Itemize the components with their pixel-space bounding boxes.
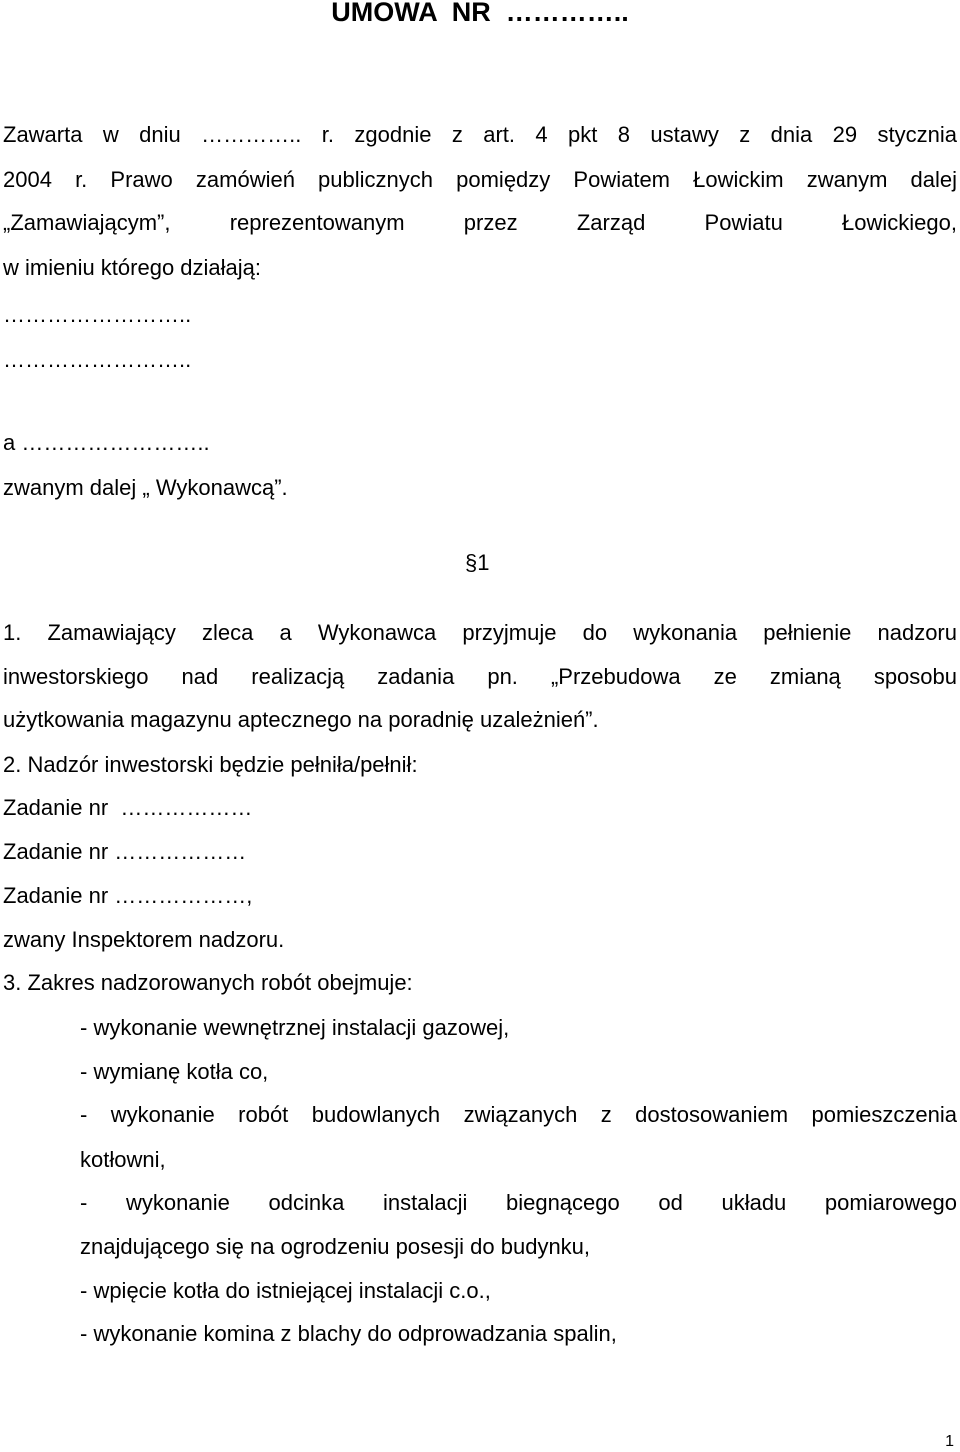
- scope-item: - wykonanie wewnętrznej instalacji gazowej,: [80, 1015, 510, 1040]
- scope-item: kotłowni,: [80, 1147, 166, 1172]
- scope-item: - wykonanie odcinka instalacji biegnącego od układu pomiarowego: [80, 1190, 957, 1215]
- scope-item: znajdującego się na ogrodzeniu posesji do budynku,: [80, 1234, 591, 1259]
- section-mark: §1: [465, 550, 490, 575]
- scope-item: - wykonanie robót budowlanych związanych z dostosowaniem pomieszczenia: [80, 1102, 957, 1127]
- contractor-placeholder: a ……………………..: [3, 430, 210, 455]
- contractor-definition: zwanym dalej „ Wykonawcą”.: [3, 475, 288, 500]
- scope-item: - wymianę kotła co,: [80, 1059, 269, 1084]
- page-number: 1: [945, 1433, 954, 1450]
- intro-line: „Zamawiającym”, reprezentowanym przez Zarząd Powiatu Łowickiego,: [3, 210, 957, 235]
- point-line: użytkowania magazynu aptecznego na poradnię uzależnień”.: [3, 707, 599, 732]
- intro-line: 2004 r. Prawo zamówień publicznych pomiędzy Powiatem Łowickim zwanym dalej: [3, 167, 957, 192]
- task-line: Zadanie nr ………………: [3, 795, 253, 820]
- point-line: 1. Zamawiający zleca a Wykonawca przyjmuje do wykonania pełnienie nadzoru: [3, 620, 957, 645]
- task-line: Zadanie nr ………………: [3, 839, 247, 864]
- signatory-placeholder: ……………………..: [3, 302, 192, 327]
- intro-line: w imieniu którego działają:: [3, 255, 262, 280]
- scope-item: - wpięcie kotła do istniejącej instalacji c.o.,: [80, 1278, 491, 1303]
- point-line: zwany Inspektorem nadzoru.: [3, 927, 285, 952]
- point-line: 2. Nadzór inwestorski będzie pełniła/pełnił:: [3, 752, 418, 777]
- contract-title: UMOWA NR …………..: [331, 0, 629, 27]
- scope-item: - wykonanie komina z blachy do odprowadzania spalin,: [80, 1321, 617, 1346]
- signatory-placeholder: ……………………..: [3, 347, 192, 372]
- intro-line: Zawarta w dniu ………….. r. zgodnie z art. 4 pkt 8 ustawy z dnia 29 stycznia: [3, 122, 957, 147]
- point-line: inwestorskiego nad realizacją zadania pn. „Przebudowa ze zmianą sposobu: [3, 664, 957, 689]
- task-line: Zadanie nr ………………,: [3, 883, 253, 908]
- point-line: 3. Zakres nadzorowanych robót obejmuje:: [3, 970, 413, 995]
